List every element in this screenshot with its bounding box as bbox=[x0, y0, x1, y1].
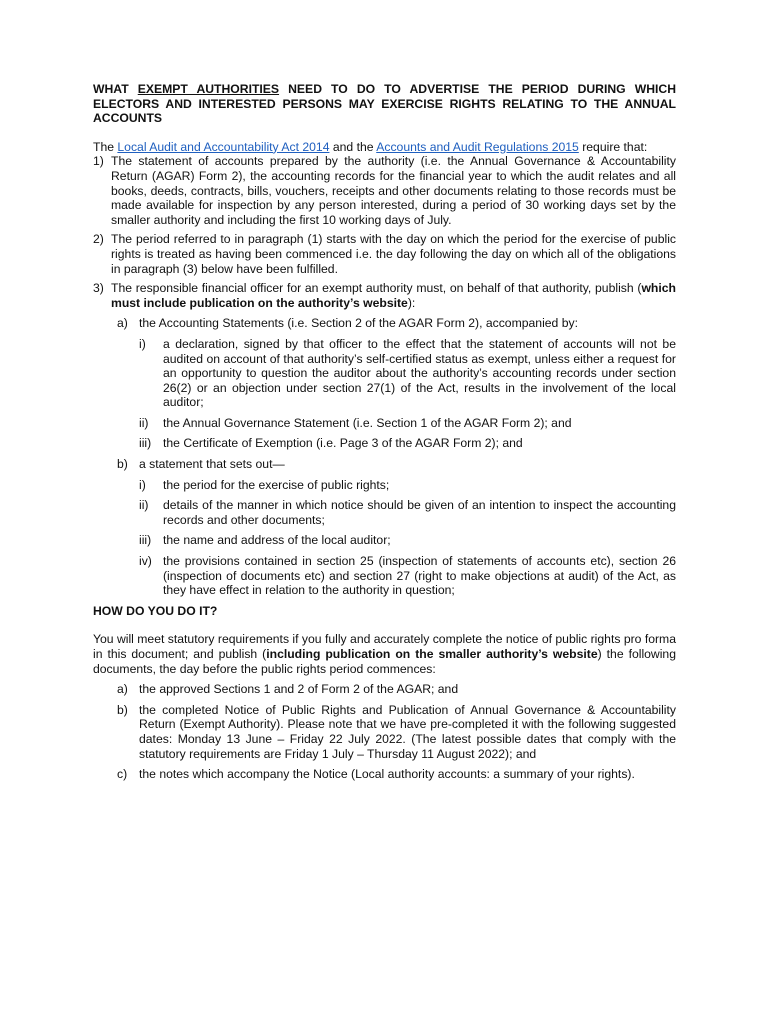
document-body bbox=[93, 82, 676, 782]
local-audit-act-link[interactable]: Local Audit and Accountability Act 2014 bbox=[117, 139, 330, 154]
sub-item-b-i: i) the period for the exercise of public rights; bbox=[139, 477, 390, 492]
how-item-a: a) the approved Sections 1 and 2 of Form 2 of the AGAR; and bbox=[117, 682, 459, 697]
how-paragraph: You will meet statutory requirements if you fully and accurately complete the notice of public rights pro forma in this document; and publish (including publication on the smaller authority’s website) the following documents, the day before the public rights period commences: bbox=[93, 632, 676, 676]
sub-item-b: b) a statement that sets out— bbox=[117, 457, 285, 472]
title-underlined: EXEMPT AUTHORITIES bbox=[137, 82, 280, 96]
numbered-item-3: 3) The responsible financial officer for an exempt authority must, on behalf of that authority, publish (which must include publication on the authority’s website): bbox=[93, 281, 676, 310]
how-item-b: b) the completed Notice of Public Rights and Publication of Annual Governance & Accountability Return (Exempt Authority). Please note that we have pre-completed it with the following suggested dates: Monday 13 June – Friday 22 July 2022. (The latest possible dates that comply with the statutory requirements are Friday 1 July – Thursday 11 August 2022); and bbox=[117, 702, 676, 761]
intro-paragraph: The Local Audit and Accountability Act 2014 and the Accounts and Audit Regulations 2015 require that: bbox=[93, 139, 648, 154]
numbered-item-1: 1) The statement of accounts prepared by the authority (i.e. the Annual Governance & Accountability Return (AGAR) Form 2), the accounting records for the financial year to which the audit relates and all books, deeds, contracts, bills, vouchers, receipts and other documents relating to those records must be made available for inspection by any person interested, during a period of 30 working days set by the smaller authority and including the first 10 working days of July. bbox=[93, 154, 676, 227]
sub-item-a-iii: iii) the Certificate of Exemption (i.e. Page 3 of the AGAR Form 2); and bbox=[139, 436, 523, 451]
sub-item-b-iii: iii) the name and address of the local auditor; bbox=[139, 533, 391, 548]
sub-item-a-i: i) a declaration, signed by that officer to the effect that the statement of accounts will not be audited on account of that authority’s self-certified status as exempt, unless either a request for an opportunity to question the auditor about the authority’s accounting records under section 26(2) or an objection under section 27(1) of the Act, results in the involvement of the local auditor; bbox=[139, 336, 676, 410]
accounts-regulations-link[interactable]: Accounts and Audit Regulations 2015 bbox=[376, 139, 579, 154]
sub-item-b-ii: ii) details of the manner in which notice should be given of an intention to inspect the accounting records and other documents; bbox=[139, 498, 676, 527]
sub-item-a: a) the Accounting Statements (i.e. Section 2 of the AGAR Form 2), accompanied by: bbox=[117, 316, 578, 331]
how-heading: HOW DO YOU DO IT? bbox=[93, 603, 218, 618]
sub-item-b-iv: iv) the provisions contained in section 25 (inspection of statements of accounts etc), section 26 (inspection of documents etc) and section 27 (right to make objections at audit) of the Act, as they have effect in relation to the authority in question; bbox=[139, 554, 676, 598]
how-item-c: c) the notes which accompany the Notice (Local authority accounts: a summary of your rights). bbox=[117, 767, 635, 782]
document-title: WHAT EXEMPT AUTHORITIES NEED TO DO TO ADVERTISE THE PERIOD DURING WHICH ELECTORS AND INTERESTED PERSONS MAY EXERCISE RIGHTS RELATING TO THE ANNUAL ACCOUNTS bbox=[93, 82, 677, 126]
sub-item-a-ii: ii) the Annual Governance Statement (i.e. Section 1 of the AGAR Form 2); and bbox=[139, 415, 572, 430]
numbered-item-2: 2) The period referred to in paragraph (1) starts with the day on which the period for the exercise of public rights is treated as having been commenced i.e. the day following the day on which all of the obligations in paragraph (3) below have been fulfilled. bbox=[93, 232, 676, 276]
